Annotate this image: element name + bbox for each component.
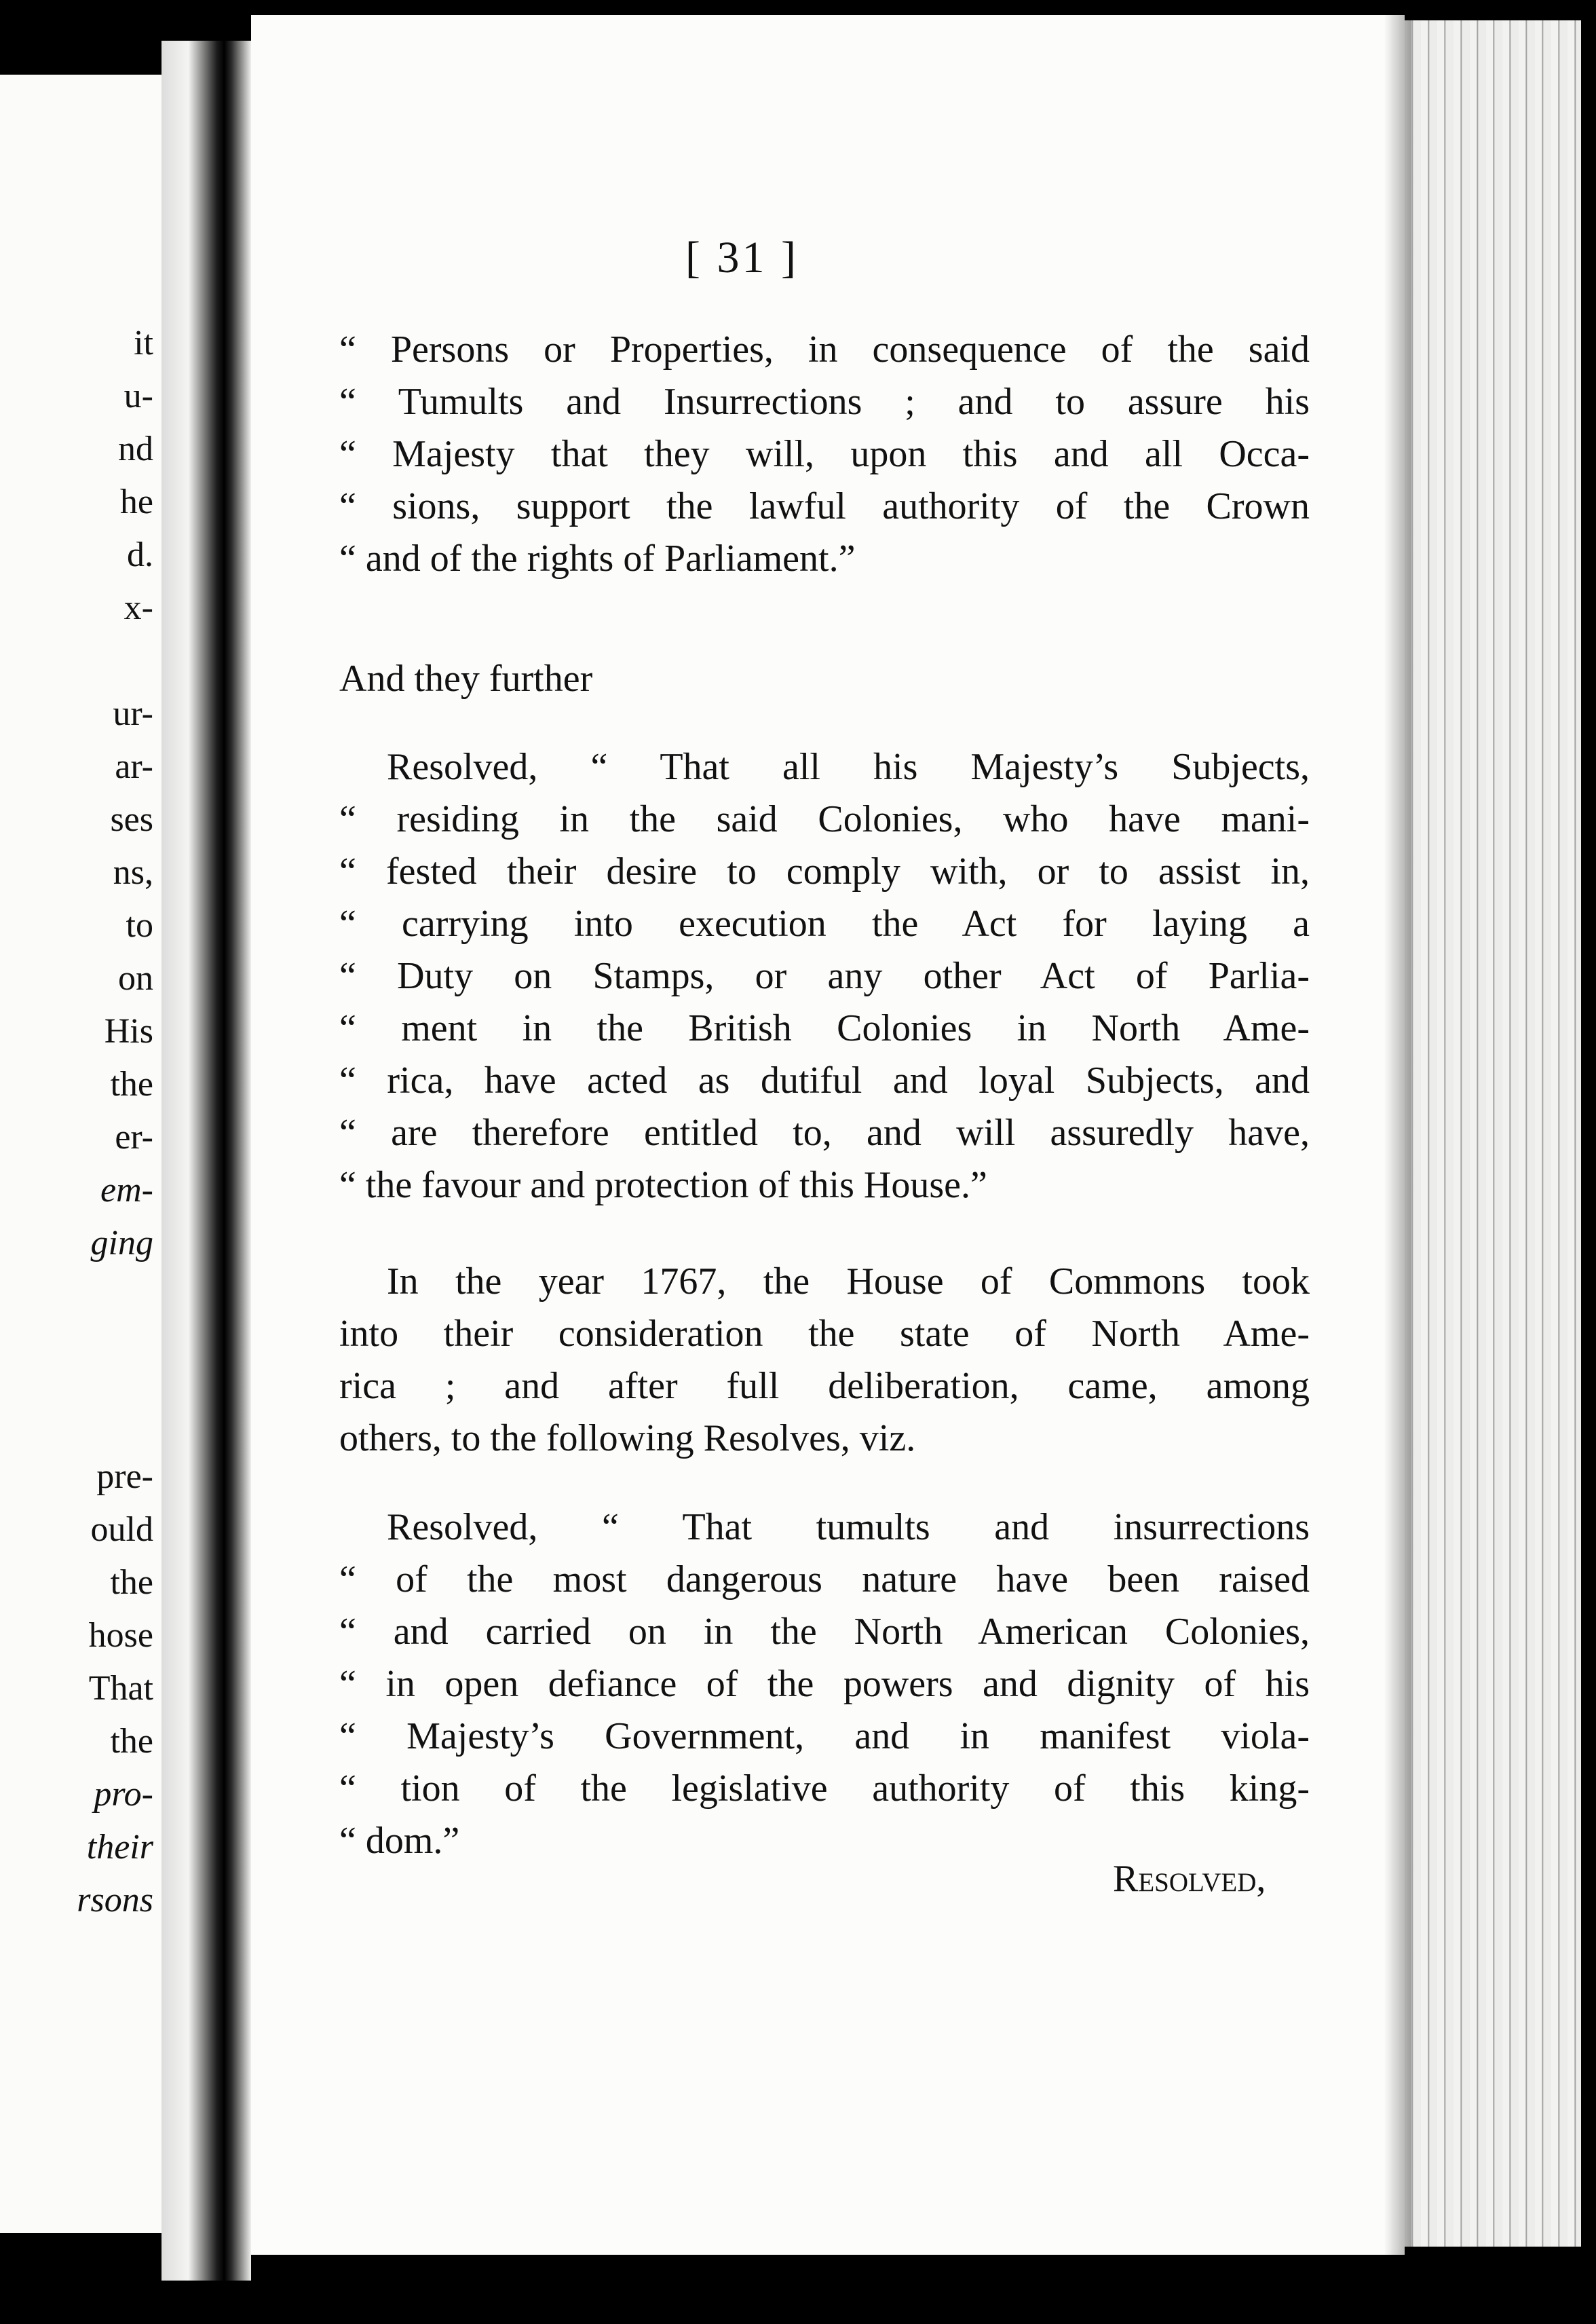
text-line: “ Majesty that they will, upon this and all Occa- xyxy=(339,433,1310,475)
left-line: ns, xyxy=(113,853,153,892)
left-line: it xyxy=(134,324,153,362)
left-line: pre- xyxy=(96,1457,153,1496)
left-line: ar- xyxy=(115,747,153,786)
text-line: “ rica, have acted as dutiful and loyal Subjects, and xyxy=(339,1060,1310,1102)
page-edge-shadow xyxy=(1384,15,1411,2255)
left-line: d. xyxy=(127,536,153,574)
left-line: the xyxy=(110,1563,153,1602)
text-line: “ Persons or Properties, in consequence of the said xyxy=(339,329,1310,371)
left-line: That xyxy=(88,1669,153,1708)
text-line: Resolved, “ That tumults and insurrections xyxy=(387,1506,1310,1548)
text-line: “ residing in the said Colonies, who have mani- xyxy=(339,798,1310,840)
page-number: [ 31 ] xyxy=(685,233,799,282)
left-line: er- xyxy=(115,1118,153,1157)
left-line: ging xyxy=(90,1224,153,1262)
text-line: In the year 1767, the House of Commons took xyxy=(387,1260,1310,1302)
left-line: ould xyxy=(90,1510,153,1549)
text-line: “ Majesty’s Government, and in manifest viola- xyxy=(339,1715,1310,1757)
left-line: x- xyxy=(124,588,153,627)
paragraph-resolve-tumults xyxy=(339,1501,1310,1867)
text-line: “ and carried on in the North American Colonies, xyxy=(339,1611,1310,1653)
text-line: “ dom.” xyxy=(339,1820,460,1862)
left-line: hose xyxy=(88,1616,153,1655)
text-line: “ are therefore entitled to, and will assuredly have, xyxy=(339,1112,1310,1154)
left-line: to xyxy=(126,906,153,945)
text-line: “ Duty on Stamps, or any other Act of Parlia- xyxy=(339,955,1310,997)
book-gutter xyxy=(162,41,251,2281)
paragraph-resolve-subjects xyxy=(339,741,1310,1212)
text-line: “ in open defiance of the powers and dignity of his xyxy=(339,1663,1310,1705)
page-edges xyxy=(1405,20,1581,2247)
text-line: into their consideration the state of North Ame- xyxy=(339,1313,1310,1355)
catchword: Resolved, xyxy=(1113,1858,1266,1900)
text-line: And they further xyxy=(339,658,593,700)
left-line: the xyxy=(110,1065,153,1104)
left-line: em- xyxy=(100,1171,153,1210)
left-line: ur- xyxy=(113,694,153,733)
left-line: His xyxy=(104,1012,153,1051)
left-line: pro- xyxy=(94,1775,153,1814)
text-line: “ ment in the British Colonies in North Ame- xyxy=(339,1007,1310,1049)
text-line: Resolved, “ That all his Majesty’s Subjects, xyxy=(387,746,1310,788)
left-line: the xyxy=(110,1722,153,1761)
left-line: u- xyxy=(124,377,153,415)
left-line: their xyxy=(86,1828,153,1867)
left-line: nd xyxy=(118,430,153,468)
text-line: rica ; and after full deliberation, came, among xyxy=(339,1365,1310,1407)
text-line: “ Tumults and Insurrections ; and to assure his xyxy=(339,381,1310,423)
left-page-fragment xyxy=(0,75,162,2233)
right-page xyxy=(251,15,1405,2255)
left-line: on xyxy=(118,959,153,998)
text-line: “ fested their desire to comply with, or to assist in, xyxy=(339,850,1310,893)
text-line: “ the favour and protection of this House.” xyxy=(339,1164,987,1206)
text-line: “ sions, support the lawful authority of the Crown xyxy=(339,485,1310,527)
paragraph-quotation-continued xyxy=(339,324,1310,585)
text-line: “ of the most dangerous nature have been raised xyxy=(339,1558,1310,1600)
text-line: “ and of the rights of Parliament.” xyxy=(339,538,856,580)
left-line: rsons xyxy=(77,1881,153,1919)
paragraph-year-1767 xyxy=(339,1256,1310,1465)
left-line: ses xyxy=(110,800,153,839)
paragraph-and-they-further xyxy=(339,653,1310,705)
text-line: “ tion of the legislative authority of this king- xyxy=(339,1767,1310,1810)
left-line: he xyxy=(119,483,153,521)
text-line: “ carrying into execution the Act for laying a xyxy=(339,903,1310,945)
text-line: others, to the following Resolves, viz. xyxy=(339,1417,916,1459)
